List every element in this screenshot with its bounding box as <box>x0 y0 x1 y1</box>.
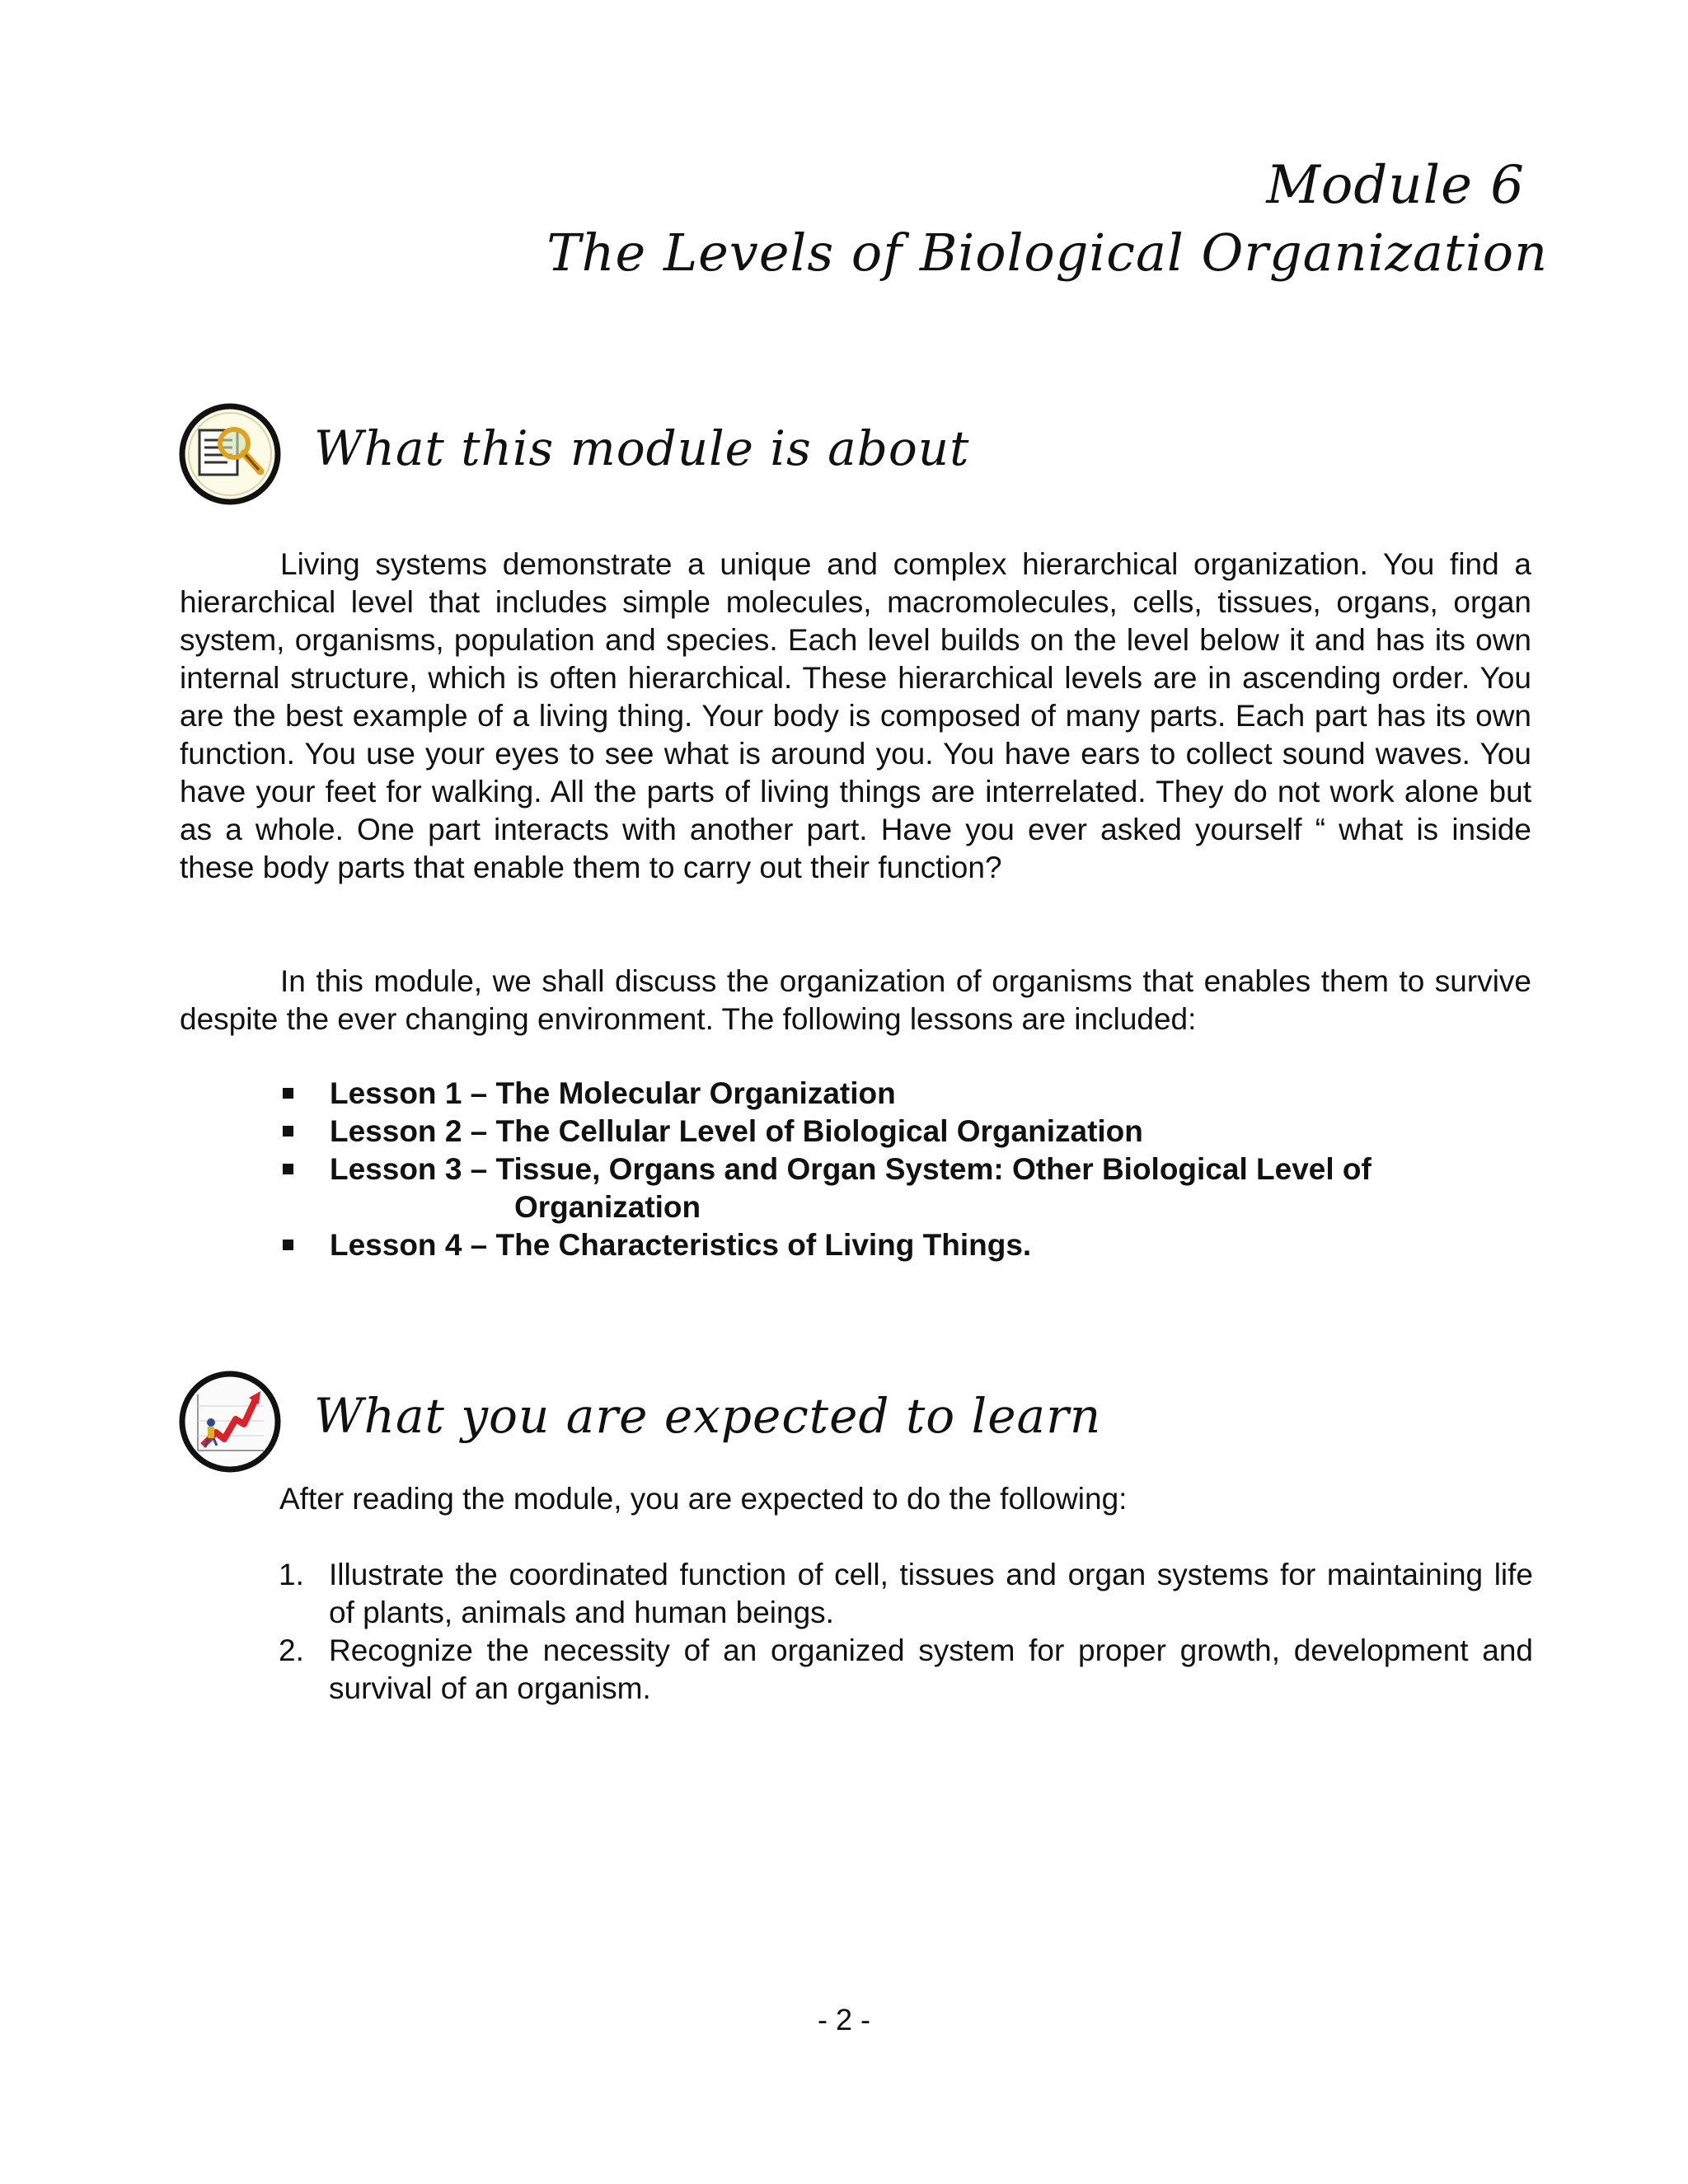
bullet-icon <box>283 1240 293 1250</box>
lesson-3-continuation: Organization <box>514 1190 701 1224</box>
page-number: - 2 - <box>817 2003 870 2036</box>
section-learn-title: What you are expected to learn <box>314 1388 1102 1444</box>
bullet-icon <box>283 1088 293 1099</box>
lesson-3: Lesson 3 – Tissue, Organs and Organ System: Other Biological Level of <box>330 1152 1372 1186</box>
about-paragraph-2: In this module, we shall discuss the organization of organisms that enables them to survive despite the ever changing environment. The following lessons are included: <box>180 964 1531 1036</box>
list-item <box>277 1226 1513 1264</box>
lesson-4: Lesson 4 – The Characteristics of Living Things. <box>330 1228 1032 1262</box>
section-about-title: What this module is about <box>314 420 970 476</box>
objectives-list <box>277 1556 1533 1708</box>
magnifier-document-icon <box>178 402 282 506</box>
module-number: Module 6 <box>1266 155 1525 216</box>
about-paragraph-1: Living systems demonstrate a unique and complex hierarchical organization. You find a hierarchical level that includes simple molecules, macromolecules, cells, tissues, organs, organ system, organisms, population and species. Each level builds on the level below it and has its own internal structure, which is often hierarchical. These hierarchical levels are in ascending order. You are the best example of a living thing. Your body is composed of many parts. Each part has its own function. You use your eyes to see what is around you. You have ears to collect sound waves. You have your feet for walking. All the parts of living things are interrelated. They do not work alone but as a whole. One part interacts with another part. Have you ever asked yourself “ what is inside these body parts that enable them to carry out their function? <box>180 547 1531 884</box>
module-heading <box>546 152 1548 288</box>
bullet-icon <box>283 1126 293 1137</box>
list-item <box>277 1151 1513 1226</box>
module-title: The Levels of Biological Organization <box>546 223 1548 283</box>
list-item <box>277 1075 1513 1113</box>
lessons-list <box>277 1075 1513 1264</box>
list-item <box>277 1113 1513 1151</box>
lesson-1: Lesson 1 – The Molecular Organization <box>330 1076 896 1110</box>
objective-text: Illustrate the coordinated function of cell, tissues and organ systems for maintaining life of plants, animals and human beings. <box>329 1558 1533 1629</box>
list-item <box>277 1632 1533 1708</box>
lesson-2: Lesson 2 – The Cellular Level of Biological Organization <box>330 1114 1143 1148</box>
objective-text: Recognize the necessity of an organized system for proper growth, development and survival of an organism. <box>329 1633 1533 1705</box>
list-item <box>277 1556 1533 1632</box>
learn-intro: After reading the module, you are expected to do the following: <box>279 1482 1128 1516</box>
bullet-icon <box>283 1164 293 1174</box>
rising-chart-icon <box>178 1370 282 1474</box>
objective-number: 2. <box>279 1633 304 1667</box>
objective-number: 1. <box>279 1558 304 1591</box>
